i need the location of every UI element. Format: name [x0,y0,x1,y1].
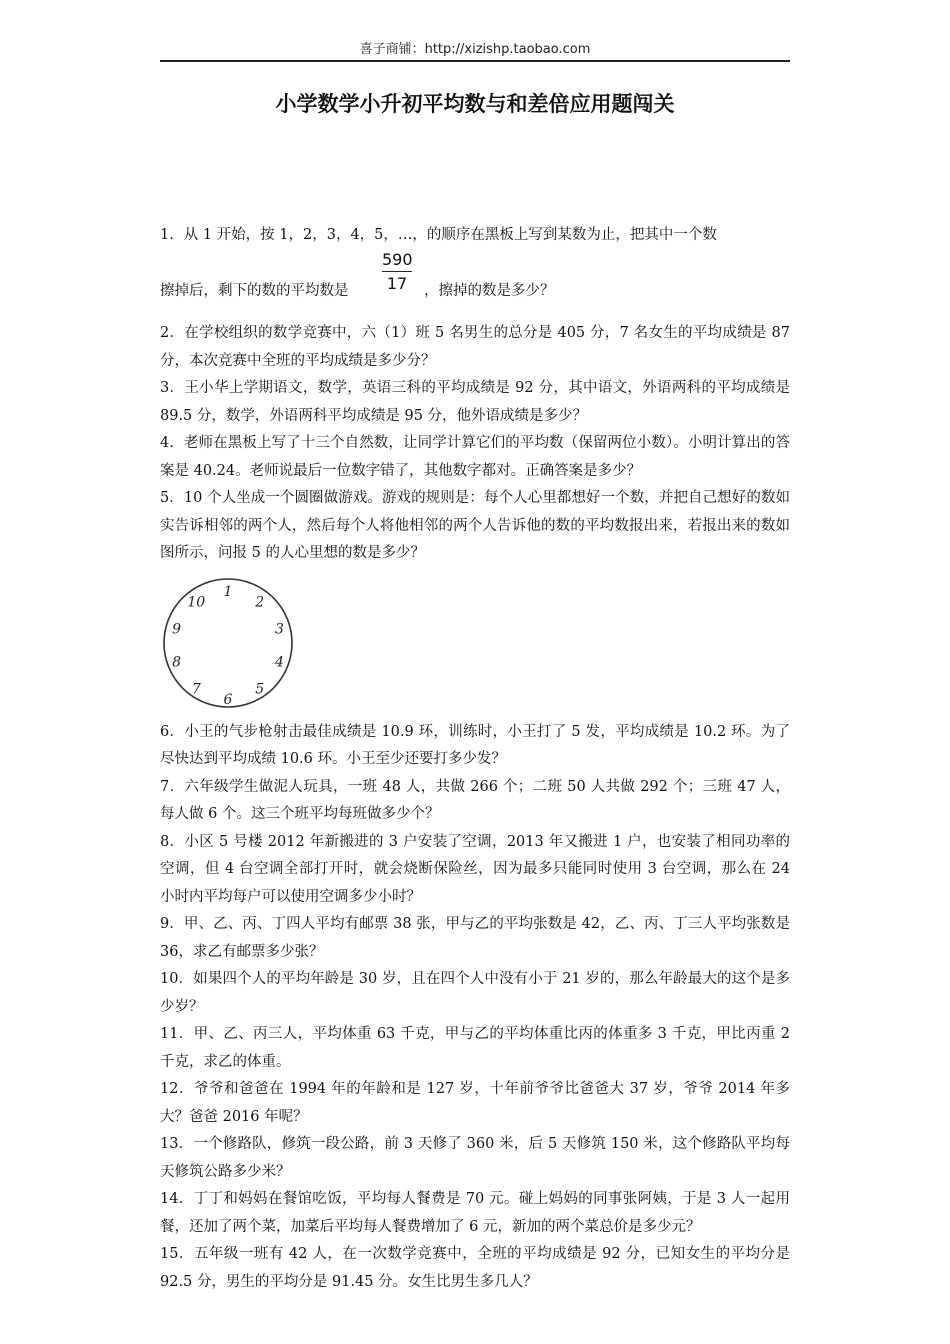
circle-number-8: 8 [172,654,182,671]
question-1-line-2-before: 擦掉后，剩下的数的平均数是 [160,283,349,299]
question-1-line-1: 1．从 1 开始，按 1，2，3，4，5，…，的顺序在黑板上写到某数为止，把其中一个数 [160,227,717,243]
fraction-denominator: 17 [386,274,408,293]
question-5: 5．10 个人坐成一个圆圈做游戏。游戏的规则是：每个人心里都想好一个数，并把自己想好的数如实告诉相邻的两个人，然后每个人将他相邻的两个人告诉他的数的平均数报出来，若报出来的数如图所示，问报 5 的人心里想的数是多少？ [160,490,790,561]
circle-number-3: 3 [274,620,284,637]
fraction-numerator: 590 [382,250,413,269]
page-title: 小学数学小升初平均数与和差倍应用题闯关 [275,92,675,116]
header-divider [160,60,790,62]
circle-number-1: 1 [223,583,233,600]
circle-number-7: 7 [191,681,201,698]
question-1 [160,222,790,310]
question-11: 11．甲、乙、丙三人，平均体重 63 千克，甲与乙的平均体重比丙的体重多 3 千克，甲比丙重 2 千克，求乙的体重。 [160,1026,790,1070]
question-15: 15．五年级一班有 42 人，在一次数学竞赛中，全班的平均成绩是 92 分，已知女生的平均分是 92.5 分，男生的平均分是 91.45 分。女生比男生多几人？ [160,1246,790,1290]
question-6: 6．小王的气步枪射击最佳成绩是 10.9 环，训练时，小王打了 5 发，平均成绩是 10.2 环。为了尽快达到平均成绩 10.6 环。小王至少还要打多少发？ [160,723,790,767]
circle-diagram [160,573,300,713]
circle-number-9: 9 [172,620,182,637]
fraction-bar [382,271,412,272]
circle-number-10: 10 [187,593,206,610]
question-12: 12．爷爷和爸爸在 1994 年的年龄和是 127 岁，十年前爷爷比爸爸大 37 岁，爷爷 2014 年多大？爸爸 2016 年呢？ [160,1081,790,1125]
question-4: 4．老师在黑板上写了十三个自然数，让同学计算它们的平均数（保留两位小数）。小明计算出的答案是 40.24。老师说最后一位数字错了，其他数字都对。正确答案是多少？ [160,435,790,479]
question-1-line-2-after: ，擦掉的数是多少？ [424,283,555,299]
question-9: 9．甲、乙、丙、丁四人平均有邮票 38 张，甲与乙的平均张数是 42，乙、丙、丁三人平均张数是 36，求乙有邮票多少张？ [160,916,790,960]
circle-number-5: 5 [255,681,265,698]
circle-figure [160,573,300,713]
question-8: 8．小区 5 号楼 2012 年新搬进的 3 户安装了空调，2013 年又搬进 1 户，也安装了相同功率的空调，但 4 台空调全部打开时，就会烧断保险丝，因为最多只能同时使用 3 台空调，那么在 24 小时内平均每户可以使用空调多少小时？ [160,833,790,905]
question-3: 3．王小华上学期语文，数学，英语三科的平均成绩是 92 分，其中语文，外语两科的平均成绩是 89.5 分，数学，外语两科平均成绩是 95 分，他外语成绩是多少？ [160,380,790,424]
question-10: 10．如果四个人的平均年龄是 30 岁，且在四个人中没有小于 21 岁的，那么年龄最大的这个是多少岁？ [160,971,790,1015]
question-list [160,222,790,1296]
question-7: 7．六年级学生做泥人玩具，一班 48 人，共做 266 个；二班 50 人共做 292 个；三班 47 人，每人做 6 个。这三个班平均每班做多少个？ [160,778,790,822]
question-2: 2．在学校组织的数学竞赛中，六（1）班 5 名男生的总分是 405 分，7 名女生的平均成绩是 87 分，本次竞赛中全班的平均成绩是多少分？ [160,325,790,369]
question-13: 13．一个修路队，修筑一段公路，前 3 天修了 360 米，后 5 天修筑 150 米，这个修路队平均每天修筑公路多少米？ [160,1136,790,1180]
header-shop-text: 喜子商铺：http://xizishp.taobao.com [359,42,591,57]
circle-number-6: 6 [223,691,233,708]
question-14: 14．丁丁和妈妈在餐馆吃饭，平均每人餐费是 70 元。碰上妈妈的同事张阿姨，于是 3 人一起用餐，还加了两个菜，加菜后平均每人餐费增加了 6 元，新加的两个菜总价是多少元？ [160,1191,790,1235]
circle-number-4: 4 [274,654,284,671]
circle-number-2: 2 [255,593,265,610]
fraction-590-17 [382,250,412,294]
